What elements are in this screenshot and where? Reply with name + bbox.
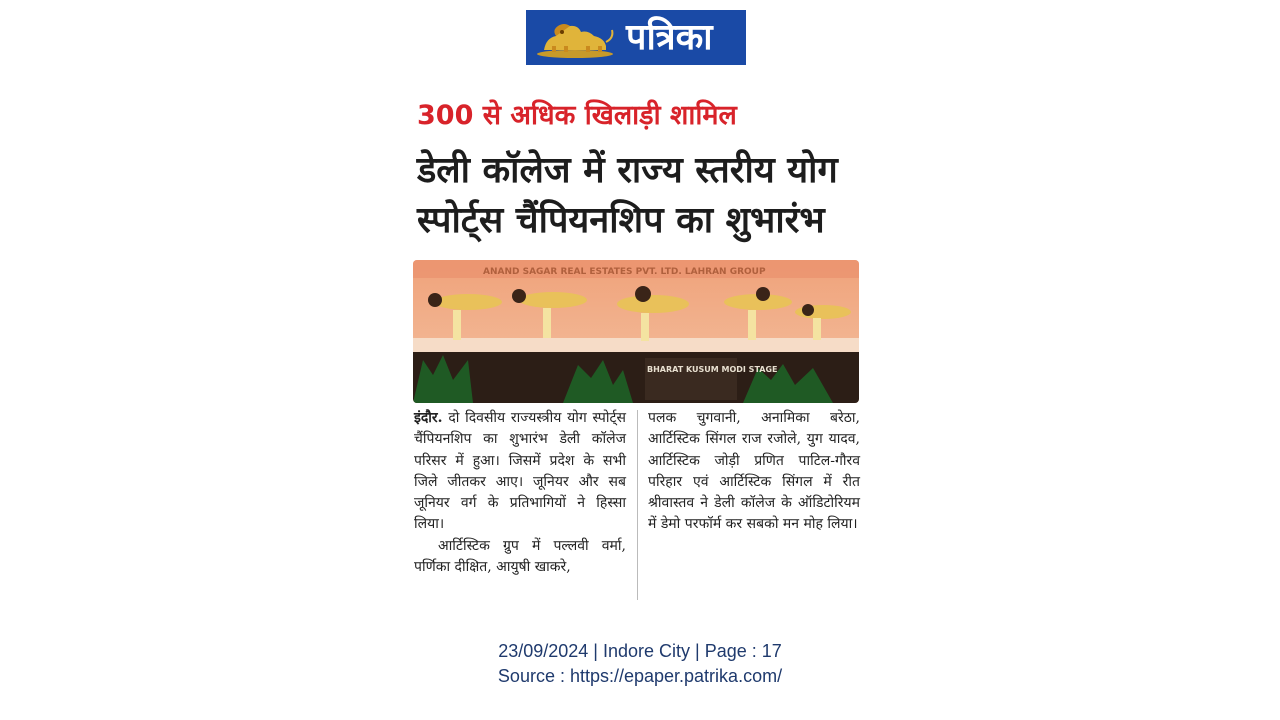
left-paragraph-2: आर्टिस्टिक ग्रुप में पल्लवी वर्मा, पर्णिका दीक्षित, आयुषी खाकरे, (414, 537, 626, 576)
photo-stage-text: BHARAT KUSUM MODI STAGE (647, 365, 778, 374)
patrika-logo (526, 10, 746, 65)
footer-source: Source : https://epaper.patrika.com/ (497, 666, 783, 686)
yoga-performance-photo (413, 260, 859, 403)
headline-line-1: डेली कॉलेज में राज्य स्तरीय योग (417, 150, 838, 191)
article-body (414, 408, 860, 608)
article-kicker: 300 से अधिक खिलाड़ी शामिल (417, 100, 737, 131)
article-headline (417, 146, 862, 246)
footer-date-page: 23/09/2024 | Indore City | Page : 17 (498, 641, 782, 661)
photo-banner-text: ANAND SAGAR REAL ESTATES PVT. LTD. LAHRAN GROUP (483, 267, 766, 277)
left-paragraph-1: दो दिवसीय राज्यस्त्रीय योग स्पोर्ट्स चैंपियनशिप का शुभारंभ डेली कॉलेज परिसर में हुआ। जिसमें प्रदेश के सभी जिले जीतकर आए। जूनियर और सब जूनियर वर्ग के प्रतिभागियों ने हिस्सा लिया। (414, 410, 626, 533)
headline-line-2: स्पोर्ट्स चैंपियनशिप का शुभारंभ (417, 200, 825, 241)
logo-text: पत्रिका (626, 16, 713, 58)
lion-emblem-icon (534, 16, 616, 60)
article-column-left (414, 408, 626, 578)
right-paragraph: पलक चुगवानी, अनामिका बरेठा, आर्टिस्टिक सिंगल राज रजोले, युग यादव, आर्टिस्टिक जोड़ी प्रणित पाटिल-गौरव परिहार एवं आर्टिस्टिक सिंगल में रीत श्रीवास्तव ने डेली कॉलेज के ऑडिटोरियम में डेमो परफॉर्म कर सबको मन मोह लिया। (648, 410, 860, 533)
article-photo (413, 260, 859, 403)
dateline: इंदौर. (414, 410, 443, 426)
article-column-right (648, 408, 860, 536)
column-divider (637, 410, 638, 600)
